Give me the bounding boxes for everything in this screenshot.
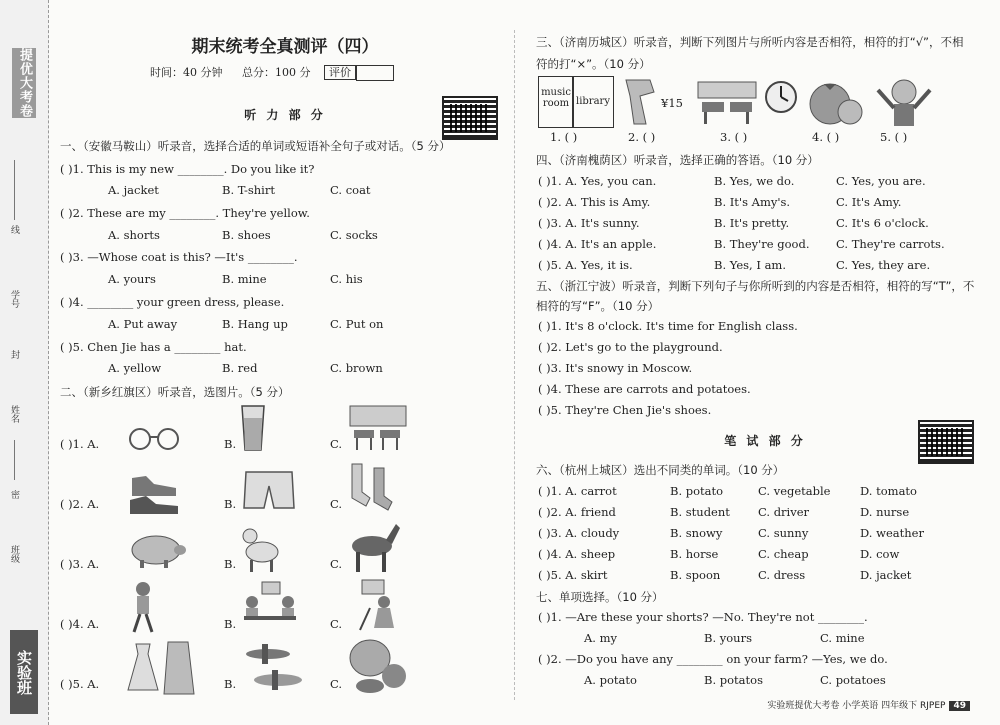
q6-5-opt-a[interactable]: ( )5. A. skirt bbox=[538, 568, 608, 582]
q1-5-opt-c[interactable]: C. brown bbox=[330, 361, 383, 375]
woman-sweeping-icon[interactable] bbox=[348, 578, 404, 634]
q6-3-opt-c[interactable]: C. sunny bbox=[758, 526, 809, 540]
q1-item-1: ( )1. This is my new ________. Do you like it? bbox=[60, 162, 315, 176]
q2-row-5-b: B. bbox=[224, 677, 237, 691]
q1-4-opt-b[interactable]: B. Hang up bbox=[222, 317, 288, 331]
writing-heading: 笔 试 部 分 bbox=[724, 434, 806, 448]
footer-text: 实验班提优大考卷 小学英语 四年级下 RJPEP bbox=[767, 701, 946, 711]
q6-5-opt-d[interactable]: D. jacket bbox=[860, 568, 912, 582]
q6-2-opt-b[interactable]: B. student bbox=[670, 505, 730, 519]
q7-1-opt-a[interactable]: A. my bbox=[584, 631, 618, 645]
q6-4-opt-b[interactable]: B. horse bbox=[670, 547, 719, 561]
q7-item-2: ( )2. —Do you have any ________ on your farm? —Yes, we do. bbox=[538, 652, 888, 666]
q2-row-1-b: B. bbox=[224, 437, 237, 451]
q7-1-opt-c[interactable]: C. mine bbox=[820, 631, 865, 645]
q2-row-4-label: ( )4. A. bbox=[60, 617, 100, 631]
q7-1-opt-b[interactable]: B. yours bbox=[704, 631, 752, 645]
q4-3-opt-c[interactable]: C. It's 6 o'clock. bbox=[836, 216, 929, 230]
goat-icon[interactable] bbox=[240, 522, 284, 574]
q5-title-line-1: 五、（浙江宁波）听录音，判断下列句子与你所听到的内容是否相符，相符的写“T”，不 bbox=[536, 279, 975, 293]
glass-of-water-icon[interactable] bbox=[240, 404, 266, 452]
q1-4-opt-c[interactable]: C. Put on bbox=[330, 317, 384, 331]
scarf-icon[interactable] bbox=[620, 76, 660, 128]
dress-icon[interactable] bbox=[126, 640, 196, 696]
q3-answer-2[interactable]: 2. ( ) bbox=[628, 130, 656, 144]
q4-3-opt-a[interactable]: ( )3. A. It's sunny. bbox=[538, 216, 640, 230]
q7-2-opt-b[interactable]: B. potatos bbox=[704, 673, 763, 687]
time-label: 时间：40 分钟 bbox=[150, 66, 223, 79]
boy-running-icon[interactable] bbox=[128, 580, 158, 636]
q6-3-opt-b[interactable]: B. snowy bbox=[670, 526, 723, 540]
sneakers-icon[interactable] bbox=[126, 470, 182, 516]
q1-2-opt-b[interactable]: B. shoes bbox=[222, 228, 271, 242]
q6-2-opt-d[interactable]: D. nurse bbox=[860, 505, 910, 519]
qr-code-icon[interactable] bbox=[918, 420, 974, 464]
q4-2-opt-b[interactable]: B. It's Amy's. bbox=[714, 195, 791, 209]
q1-5-opt-b[interactable]: B. red bbox=[222, 361, 258, 375]
page-footer bbox=[767, 698, 970, 711]
q2-row-2-b: B. bbox=[224, 497, 237, 511]
q1-5-opt-a[interactable]: A. yellow bbox=[108, 361, 162, 375]
seal-line bbox=[14, 440, 15, 480]
column-divider bbox=[514, 30, 515, 700]
evaluation-box[interactable] bbox=[356, 65, 394, 81]
q7-2-opt-c[interactable]: C. potatoes bbox=[820, 673, 886, 687]
q6-1-opt-c[interactable]: C. vegetable bbox=[758, 484, 831, 498]
q4-3-opt-b[interactable]: B. It's pretty. bbox=[714, 216, 790, 230]
brand-label-bottom: 实验班 bbox=[10, 630, 38, 714]
q2-row-1-label: ( )1. A. bbox=[60, 437, 100, 451]
evaluation-label: 评价 bbox=[324, 65, 356, 80]
q1-3-opt-c[interactable]: C. his bbox=[330, 272, 363, 286]
exam-meta bbox=[150, 64, 394, 81]
q3-answer-1[interactable]: 1. ( ) bbox=[550, 130, 578, 144]
score-label: 总分：100 分 bbox=[242, 66, 311, 79]
q6-title: 六、（杭州上城区）选出不同类的单词。（10 分） bbox=[536, 463, 785, 477]
q6-2-opt-a[interactable]: ( )2. A. friend bbox=[538, 505, 616, 519]
clock-icon[interactable] bbox=[764, 80, 798, 114]
q2-row-1-c: C. bbox=[330, 437, 343, 451]
q3-answer-5[interactable]: 5. ( ) bbox=[880, 130, 908, 144]
q2-row-2-c: C. bbox=[330, 497, 343, 511]
scarf-price: ¥15 bbox=[661, 96, 683, 110]
q1-2-opt-c[interactable]: C. socks bbox=[330, 228, 378, 242]
q4-1-opt-a[interactable]: ( )1. A. Yes, you can. bbox=[538, 174, 657, 188]
q3-answer-3[interactable]: 3. ( ) bbox=[720, 130, 748, 144]
music-room-sign[interactable] bbox=[538, 76, 574, 128]
music-room-label-2: room bbox=[542, 98, 570, 109]
q4-1-opt-b[interactable]: B. Yes, we do. bbox=[714, 174, 795, 188]
tomato-icon[interactable] bbox=[808, 76, 864, 128]
q2-row-4-c: C. bbox=[330, 617, 343, 631]
toy-plane-icon[interactable] bbox=[238, 640, 308, 696]
q5-title-line-2: 相符的写“F”。（10 分） bbox=[536, 299, 660, 313]
brand-label-top: 提优大考卷 bbox=[12, 48, 36, 118]
q4-4-opt-a[interactable]: ( )4. A. It's an apple. bbox=[538, 237, 657, 251]
q2-title: 二、（新乡红旗区）听录音，选图片。（5 分） bbox=[60, 385, 290, 399]
q7-title: 七、单项选择。（10 分） bbox=[536, 590, 664, 604]
seal-mark-line: 线 bbox=[9, 225, 19, 234]
seal-line bbox=[14, 160, 15, 220]
classroom-icon[interactable] bbox=[696, 80, 758, 126]
q4-5-opt-c[interactable]: C. Yes, they are. bbox=[836, 258, 931, 272]
q3-title-line-2: 符的打“×”。（10 分） bbox=[536, 57, 651, 71]
q2-row-4-b: B. bbox=[224, 617, 237, 631]
q6-1-opt-a[interactable]: ( )1. A. carrot bbox=[538, 484, 617, 498]
q5-item-2[interactable]: ( )2. Let's go to the playground. bbox=[538, 340, 723, 354]
q4-2-opt-c[interactable]: C. It's Amy. bbox=[836, 195, 902, 209]
horse-icon[interactable] bbox=[346, 518, 402, 574]
qr-code-icon[interactable] bbox=[442, 96, 498, 140]
q5-item-5[interactable]: ( )5. They're Chen Jie's shoes. bbox=[538, 403, 712, 417]
music-room-label-1: music bbox=[541, 87, 571, 98]
class-label: 班级 bbox=[9, 545, 19, 563]
q1-2-opt-a[interactable]: A. shorts bbox=[108, 228, 160, 242]
q6-5-opt-c[interactable]: C. dress bbox=[758, 568, 806, 582]
q2-row-3-c: C. bbox=[330, 557, 343, 571]
exam-title: 期末统考全真测评（四） bbox=[191, 37, 379, 57]
q2-row-3-b: B. bbox=[224, 557, 237, 571]
boy-waving-icon[interactable] bbox=[874, 76, 934, 128]
seal-mark-secret: 密 bbox=[9, 490, 19, 499]
q6-2-opt-c[interactable]: C. driver bbox=[758, 505, 810, 519]
listening-heading: 听 力 部 分 bbox=[244, 108, 326, 122]
q3-answer-4[interactable]: 4. ( ) bbox=[812, 130, 840, 144]
q2-row-5-c: C. bbox=[330, 677, 343, 691]
q6-1-opt-d[interactable]: D. tomato bbox=[860, 484, 917, 498]
q6-4-opt-c[interactable]: C. cheap bbox=[758, 547, 809, 561]
q3-title-line-1: 三、（济南历城区）听录音，判断下列图片与所听内容是否相符，相符的打“√”，不相 bbox=[536, 35, 964, 49]
q1-1-opt-a[interactable]: A. jacket bbox=[108, 183, 159, 197]
q1-3-opt-b[interactable]: B. mine bbox=[222, 272, 267, 286]
q1-item-5: ( )5. Chen Jie has a ________ hat. bbox=[60, 340, 247, 354]
q4-title: 四、（济南槐荫区）听录音，选择正确的答语。（10 分） bbox=[536, 153, 819, 167]
q6-3-opt-d[interactable]: D. weather bbox=[860, 526, 924, 540]
q2-row-2-label: ( )2. A. bbox=[60, 497, 100, 511]
q4-1-opt-c[interactable]: C. Yes, you are. bbox=[836, 174, 926, 188]
q1-item-2: ( )2. These are my ________. They're yellow. bbox=[60, 206, 310, 220]
pig-icon[interactable] bbox=[126, 530, 188, 570]
q5-item-4[interactable]: ( )4. These are carrots and potatoes. bbox=[538, 382, 751, 396]
page-number: 49 bbox=[949, 701, 970, 711]
q2-row-5-label: ( )5. A. bbox=[60, 677, 100, 691]
q1-1-opt-c[interactable]: C. coat bbox=[330, 183, 371, 197]
q5-item-1[interactable]: ( )1. It's 8 o'clock. It's time for English class. bbox=[538, 319, 798, 333]
vegetables-icon[interactable] bbox=[346, 634, 412, 696]
q4-5-opt-a[interactable]: ( )5. A. Yes, it is. bbox=[538, 258, 633, 272]
socks-icon[interactable] bbox=[346, 462, 394, 512]
q7-item-1: ( )1. —Are these your shorts? —No. They're not ________. bbox=[538, 610, 868, 624]
q5-item-3[interactable]: ( )3. It's snowy in Moscow. bbox=[538, 361, 693, 375]
q1-item-4: ( )4. ________ your green dress, please. bbox=[60, 295, 285, 309]
glasses-icon[interactable] bbox=[126, 424, 182, 454]
name-label: 姓名 bbox=[9, 405, 19, 423]
q4-5-opt-b[interactable]: B. Yes, I am. bbox=[714, 258, 786, 272]
q6-3-opt-a[interactable]: ( )3. A. cloudy bbox=[538, 526, 620, 540]
q1-4-opt-a[interactable]: A. Put away bbox=[108, 317, 178, 331]
q4-4-opt-c[interactable]: C. They're carrots. bbox=[836, 237, 945, 251]
q6-4-opt-a[interactable]: ( )4. A. sheep bbox=[538, 547, 616, 561]
q1-1-opt-b[interactable]: B. T-shirt bbox=[222, 183, 275, 197]
q6-1-opt-b[interactable]: B. potato bbox=[670, 484, 724, 498]
q1-3-opt-a[interactable]: A. yours bbox=[108, 272, 156, 286]
kids-reading-icon[interactable] bbox=[240, 580, 300, 630]
binding-sidebar bbox=[0, 0, 49, 725]
q2-row-3-label: ( )3. A. bbox=[60, 557, 100, 571]
q1-item-3: ( )3. —Whose coat is this? —It's ________. bbox=[60, 250, 298, 264]
q4-4-opt-b[interactable]: B. They're good. bbox=[714, 237, 810, 251]
q6-5-opt-b[interactable]: B. spoon bbox=[670, 568, 721, 582]
seal-mark-seal: 封 bbox=[9, 350, 19, 359]
shorts-icon[interactable] bbox=[242, 468, 296, 512]
q4-2-opt-a[interactable]: ( )2. A. This is Amy. bbox=[538, 195, 651, 209]
q7-2-opt-a[interactable]: A. potato bbox=[584, 673, 637, 687]
q6-4-opt-d[interactable]: D. cow bbox=[860, 547, 900, 561]
student-id-label: 学号 bbox=[9, 290, 19, 308]
classroom-desks-icon[interactable] bbox=[348, 402, 408, 452]
library-sign[interactable]: library bbox=[572, 76, 614, 128]
q1-title: 一、（安徽马鞍山）听录音，选择合适的单词或短语补全句子或对话。（5 分） bbox=[60, 139, 451, 153]
